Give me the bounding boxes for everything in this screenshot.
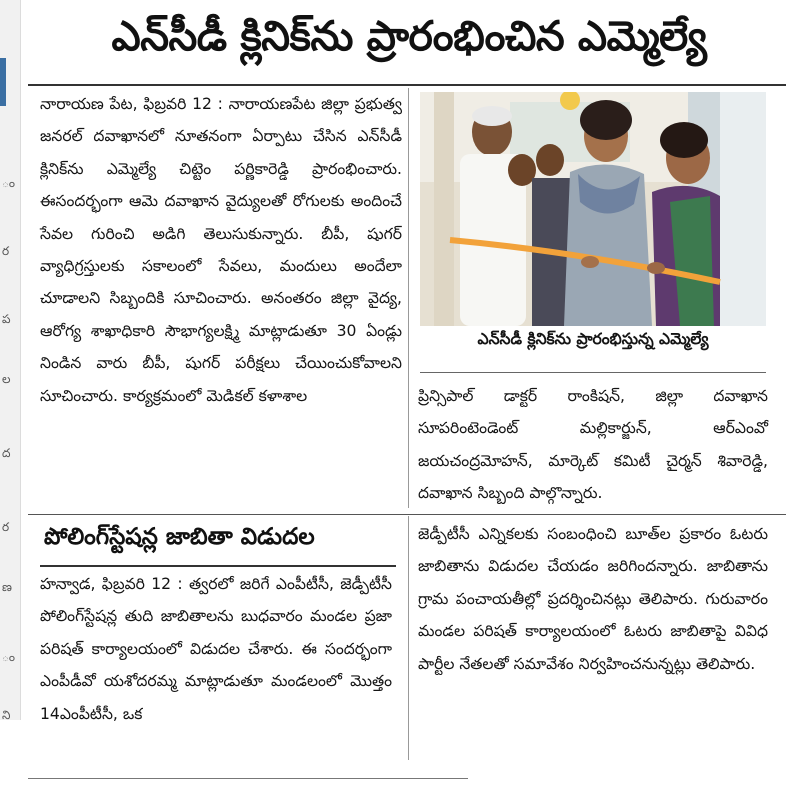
- column-divider: [408, 88, 409, 508]
- section-divider: [28, 514, 786, 515]
- second-article-body-column-1: హన్వాడ, ఫిబ్రవరి 12 : త్వరలో జరిగే ఎంపీటీసీ, జెడ్పీటీసీ పోలింగ్‌స్టేషన్ల తుది జాబితాలను బుధవారం మండల ప్రజా పరిషత్ కార్యాలయంలో విడుదల చేశారు. ఈ సందర్భంగా ఎంపీడీవో యశోదరమ్మ మాట్లాడుతూ మండలంలో మొత్తం 14ఎంపీటీసీ, ఒక: [40, 575, 392, 723]
- margin-fragment: ని: [2, 708, 11, 722]
- margin-fragment: ణ: [2, 580, 12, 594]
- margin-fragment: ప: [2, 312, 11, 326]
- photo-caption: ఎన్‌సీడీ క్లినిక్‌ను ప్రారంభిస్తున్న ఎమ్మెల్యే: [477, 330, 709, 348]
- article-body-column-1: నారాయణ పేట, ఫిబ్రవరి 12 : నారాయణపేట జిల్లా ప్రభుత్వ జనరల్ దవాఖానలో నూతనంగా ఏర్పాటు చేసిన ఎన్‌సీడీ క్లినిక్‌ను ఎమ్మెల్యే చిట్టెం పర్ణికారెడ్డి ప్రారంభించారు. ఈసందర్భంగా ఆమె దవాఖాన వైద్యులతో రోగులకు అందించే సేవల గురించి అడిగి తెలుసుకున్నారు. బీపీ, షుగర్ వ్యాధిగ్రస్తులకు సకాలంలో సేవలు, మందులు అందేలా చూడాలని సిబ్బందికి సూచించారు. అనంతరం జిల్లా వైద్య, ఆరోగ్య శాఖాధికారి సౌభాగ్యలక్ష్మి మాట్లాడుతూ 30 ఏండ్లు నిండిన వారు బీపీ, షుగర్ పరీక్షలు చేయించుకోవాలని సూచించారు. కార్యక్రమంలో మెడికల్ కళాశాల: [40, 95, 402, 405]
- ribbon-cutting-photo: [420, 92, 766, 326]
- adjacent-article-strip: [0, 0, 21, 720]
- margin-fragment: ర: [2, 244, 10, 258]
- article-body-column-2: ప్రిన్సిపాల్ డాక్టర్ రాంకిషన్, జిల్లా దవాఖాన సూపరింటెండెంట్ మల్లికార్జున్, ఆర్‌ఎంవో జయచంద్రమోహన్, మార్కెట్ కమిటీ చైర్మన్ శివారెడ్డి, దవాఖాన సిబ్బంది పాల్గొన్నారు.: [418, 387, 768, 503]
- second-article-headline: పోలింగ్‌స్టేషన్ల జాబితా విడుదల: [44, 524, 315, 550]
- margin-fragment: ద: [2, 446, 11, 460]
- article-headline: ఎన్‌సీడీ క్లినిక్‌ను ప్రారంభించిన ఎమ్మెల్యే: [111, 12, 707, 60]
- headline-divider: [28, 84, 786, 86]
- adjacent-article-graphic: [0, 58, 6, 106]
- column-divider: [408, 516, 409, 760]
- second-article-body-column-2: జెడ్పీటీసీ ఎన్నికలకు సంబంధించి బూత్‌ల ప్రకారం ఓటరు జాబితాను విడుదల చేయడం జరిగిందన్నారు. జాబితాను గ్రామ పంచాయతీల్లో ప్రదర్శించినట్లు తెలిపారు. గురువారం మండల పరిషత్ కార్యాలయంలో ఓటరు జాబితాపై వివిధ పార్టీల నేతలతో సమావేశం నిర్వహించనున్నట్లు తెలిపారు.: [418, 525, 768, 673]
- margin-fragment: ర: [2, 520, 10, 534]
- caption-divider: [420, 372, 766, 373]
- bottom-divider: [28, 778, 468, 779]
- second-headline-divider: [40, 565, 396, 567]
- margin-fragment: ల: [2, 372, 11, 386]
- margin-fragment: ం: [2, 650, 16, 664]
- margin-fragment: ం: [2, 176, 16, 190]
- news-photo: [420, 92, 766, 326]
